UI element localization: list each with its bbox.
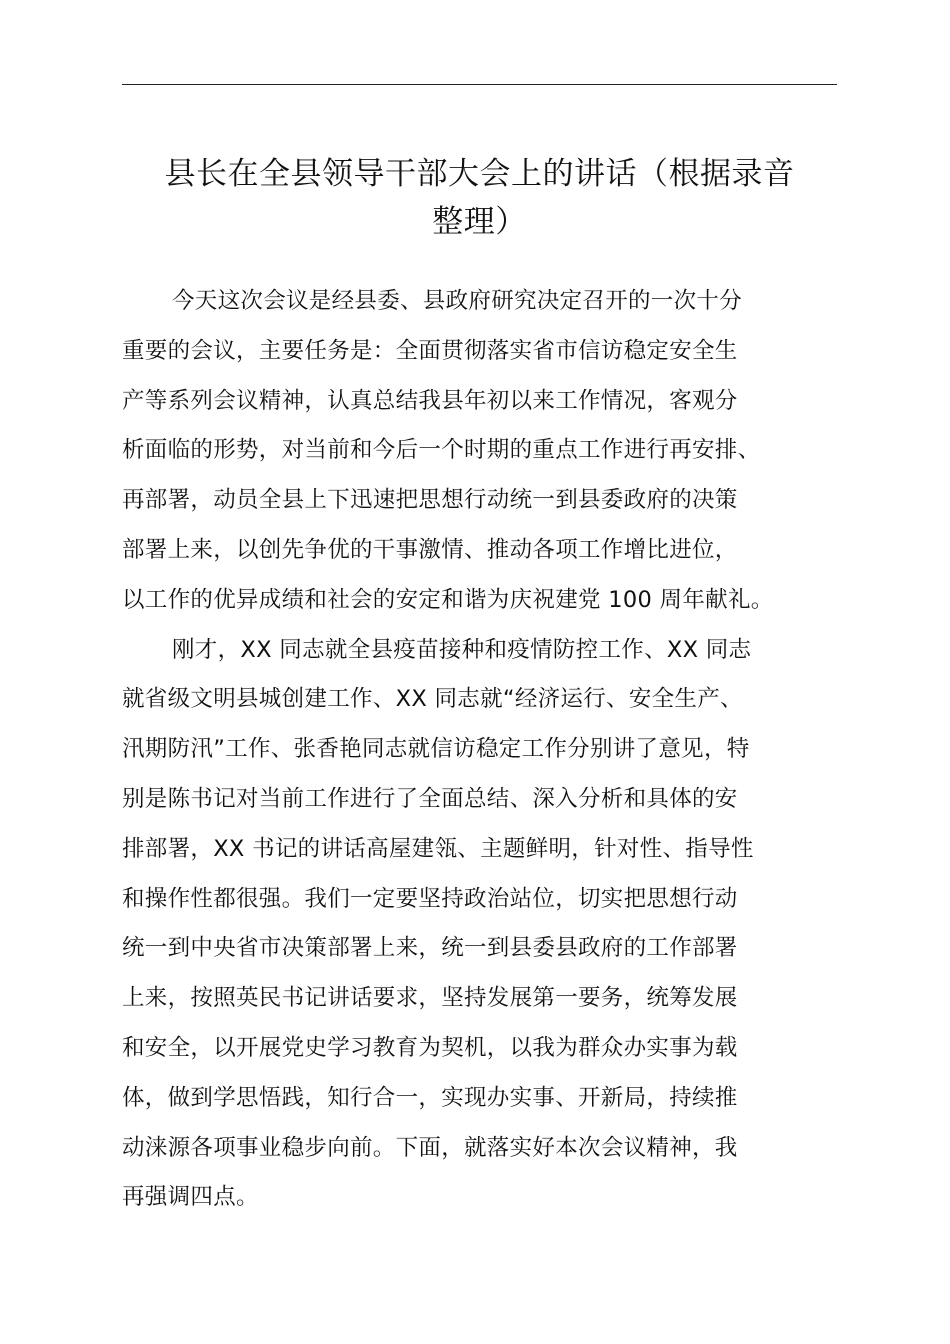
- paragraph-line: 统一到中央省市决策部署上来，统一到县委县政府的工作部署: [122, 935, 738, 962]
- paragraph-line: 和安全，以开展党史学习教育为契机，以我为群众办实事为载: [122, 1034, 738, 1061]
- paragraph-line: 汛期防汛”工作、张香艳同志就信访稳定工作分别讲了意见，特: [122, 736, 750, 763]
- paragraph-line: 和操作性都很强。我们一定要坚持政治站位，切实把思想行动: [122, 885, 738, 912]
- paragraph-line: 体，做到学思悟践，知行合一，实现办实事、开新局，持续推: [122, 1084, 738, 1111]
- paragraph-line: 再部署，动员全县上下迅速把思想行动统一到县委政府的决策: [122, 487, 738, 514]
- paragraph-line: 排部署，XX 书记的讲话高屋建瓴、主题鲜明，针对性、指导性: [122, 835, 754, 862]
- document-title: [122, 150, 837, 246]
- header-rule: [122, 84, 837, 85]
- paragraph-line: 动涞源各项事业稳步向前。下面，就落实好本次会议精神，我: [122, 1134, 738, 1161]
- paragraph-1: [122, 277, 838, 626]
- paragraph-line: 部署上来，以创先争优的干事激情、推动各项工作增比进位，: [122, 536, 738, 563]
- title-line-2: 整理）: [432, 204, 527, 240]
- paragraph-line: 产等系列会议精神，认真总结我县年初以来工作情况，客观分: [122, 387, 738, 414]
- paragraph-line: 重要的会议，主要任务是：全面贯彻落实省市信访稳定安全生: [122, 337, 738, 364]
- paragraph-line: 上来，按照英民书记讲话要求，坚持发展第一要务，统筹发展: [122, 985, 738, 1012]
- paragraph-line: 再强调四点。: [122, 1184, 259, 1211]
- title-line-1: 县长在全县领导干部大会上的讲话（根据录音: [164, 156, 795, 192]
- paragraph-line: 以工作的优异成绩和社会的安定和谐为庆祝建党 100 周年献礼。: [122, 586, 774, 613]
- document-body: [122, 277, 838, 1223]
- paragraph-line: 刚才，XX 同志就全县疫苗接种和疫情防控工作、XX 同志: [172, 636, 752, 663]
- paragraph-line: 别是陈书记对当前工作进行了全面总结、深入分析和具体的安: [122, 785, 738, 812]
- paragraph-2: [122, 626, 838, 1224]
- paragraph-line: 析面临的形势，对当前和今后一个时期的重点工作进行再安排、: [122, 437, 761, 464]
- paragraph-line: 今天这次会议是经县委、县政府研究决定召开的一次十分: [172, 288, 743, 314]
- paragraph-line: 就省级文明县城创建工作、XX 同志就“经济运行、安全生产、: [122, 686, 743, 713]
